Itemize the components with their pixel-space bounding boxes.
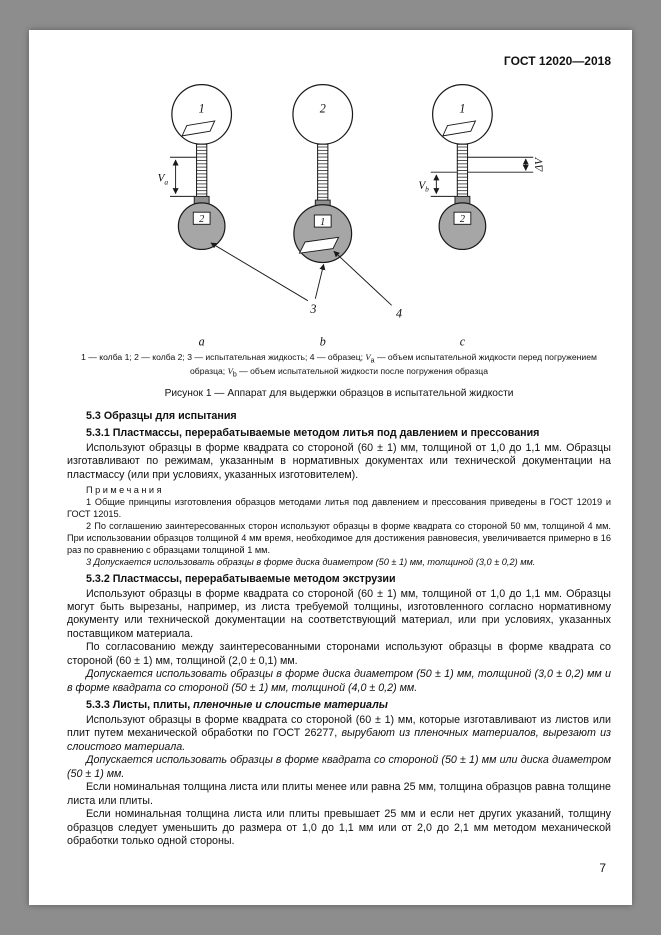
paragraph-5-3-2-2: По согласованию между заинтересованными сторонами используют образцы в форме квадрата со стороной (60 ± 1) мм, толщиной (2,0 ± 0,1) мм.	[67, 641, 611, 667]
heading-5-3-2: 5.3.2 Пластмассы, перерабатываемые методом экструзии	[86, 573, 396, 586]
flask-c-sphere	[439, 203, 486, 250]
leader-4-to-b	[333, 251, 391, 305]
paragraph-5-3-2-1: Используют образцы в форме квадрата со стороной (60 ± 1) мм, толщиной от 1,0 до 1,1 мм. Образцы могут быть вырезаны, например, из листа требуемой толщины, изготовленного согласно нормативному документу или технической документации на соответствующий материал, или при условиях, указанных поставщиком материала.	[67, 587, 611, 640]
dim-delta-v	[468, 157, 533, 172]
flask-b-neck	[317, 144, 327, 202]
legend-text-1: 1 — колба 1; 2 — колба 2; 3 — испытательная жидкость; 4 — образец;	[81, 352, 366, 362]
vb-symbol: $V_b$	[227, 366, 237, 380]
paragraph-5-3-3-4: Если номинальная толщина листа или плиты превышает 25 мм и если нет других указаний, толщину образцов следует уменьшить до размера от 1,0 до 1,1 мм или от 2,0 до 2,1 мм методом механической обработки только одной стороны.	[67, 808, 611, 848]
heading-5-3-3-main: 5.3.3 Листы, плиты,	[86, 699, 194, 712]
legend-text-2: — объем испытательной жидкости перед погружением образца;	[190, 352, 597, 377]
flask-b-sphere	[293, 205, 351, 263]
subfigure-letter-c: c	[459, 334, 465, 349]
paragraph-5-3-3-1-main: Используют образцы в форме квадрата со стороной (60 ± 1) мм, которые изготавливают из листов или плит путем механической обработки по ГОСТ 26277,	[67, 713, 611, 740]
notes-title: Примечания	[86, 485, 165, 496]
paragraph-5-3-3-3: Если номинальная толщина листа или плиты менее или равна 25 мм, толщина образцов равна толщине листа или плиты.	[67, 781, 611, 807]
page-number: 7	[599, 861, 606, 875]
vb-label: $V_b$	[417, 179, 429, 194]
heading-5-3-3	[67, 699, 611, 712]
heading-5-3-1: 5.3.1 Пластмассы, перерабатываемые методом литья под давлением и прессования	[86, 427, 540, 440]
va-label: $V_a$	[157, 172, 168, 187]
figure-1	[67, 79, 611, 399]
paragraph-5-3-3-2: Допускается использовать образцы в форме квадрата со стороной (50 ± 1) мм или диска диаметром (50 ± 1) мм.	[67, 754, 611, 780]
paragraph-5-3-3-1-italic: вырубают из пленочных материалов, вырезают из слоистого материала.	[67, 727, 611, 753]
flask-c-sphere-label: 2	[459, 213, 465, 225]
heading-5-3-3-italic: пленочные и слоистые материалы	[193, 699, 388, 712]
flask-a-neck	[196, 144, 206, 198]
note-2: 2 По соглашению заинтересованных сторон используют образцы в форме квадрата со стороной 50 мм, толщиной 4 мм. При использовании образцов толщиной 4 мм время, необходимое для достижения равновесия, увеличивается примерно в 16 раз по сравнению с образцами толщиной 1 мм.	[67, 521, 611, 556]
flask-c-bulb-label: 1	[458, 101, 465, 116]
dim-va	[170, 157, 196, 196]
heading-5-3: 5.3 Образцы для испытания	[86, 409, 237, 422]
flask-a-bulb-label: 1	[198, 101, 205, 116]
dim-vb	[430, 172, 456, 196]
figure-caption: Рисунок 1 — Аппарат для выдержки образцов в испытательной жидкости	[164, 387, 514, 399]
flask-c-neck	[457, 144, 467, 198]
apparatus-diagram	[116, 79, 563, 351]
section-content	[67, 410, 611, 849]
delta-v-label: ΔV	[533, 158, 546, 172]
figure-legend	[79, 352, 599, 381]
pointer-4-label: 4	[395, 306, 402, 321]
paragraph-5-3-2-3: Допускается использовать образцы в форме диска диаметром (50 ± 1) мм, толщиной (3,0 ± 0,2) мм и в форме квадрата со стороной (50 ± 1) мм, толщиной (4,0 ± 0,2) мм.	[67, 668, 611, 694]
flask-b-sphere-label: 1	[319, 216, 325, 228]
doc-code: ГОСТ 12020—2018	[503, 54, 611, 68]
note-3: 3 Допускается использовать образцы в форме диска диаметром (50 ± 1) мм, толщиной (3,0 ± 0,2) мм.	[86, 557, 536, 568]
paragraph-5-3-3-1	[67, 714, 611, 754]
note-1: 1 Общие принципы изготовления образцов методами литья под давлением и прессования приведены в ГОСТ 12019 и ГОСТ 12015.	[67, 497, 611, 520]
leader-3-to-a	[210, 243, 307, 301]
pointer-3-label: 3	[309, 301, 316, 316]
page-header	[67, 54, 611, 69]
flask-a-sphere-label: 2	[198, 213, 204, 225]
paragraph-5-3-1: Используют образцы в форме квадрата со стороной (60 ± 1) мм, толщиной от 1,0 до 1,1 мм. Образцы изготавливают по режимам, указанным в нормативных документах или технической документации на пластмассу (или при условиях, указанных изготовителем).	[67, 441, 611, 481]
legend-text-3: — объем испытательной жидкости после погружения образца	[236, 366, 488, 377]
document-page	[29, 30, 632, 905]
va-symbol: $V_a$	[365, 352, 375, 365]
flask-a-sphere	[178, 203, 225, 250]
leader-3-to-b	[315, 264, 323, 298]
subfigure-letter-a: a	[198, 334, 205, 349]
flask-b-bulb-label: 2	[319, 101, 326, 116]
subfigure-letter-b: b	[319, 334, 326, 349]
